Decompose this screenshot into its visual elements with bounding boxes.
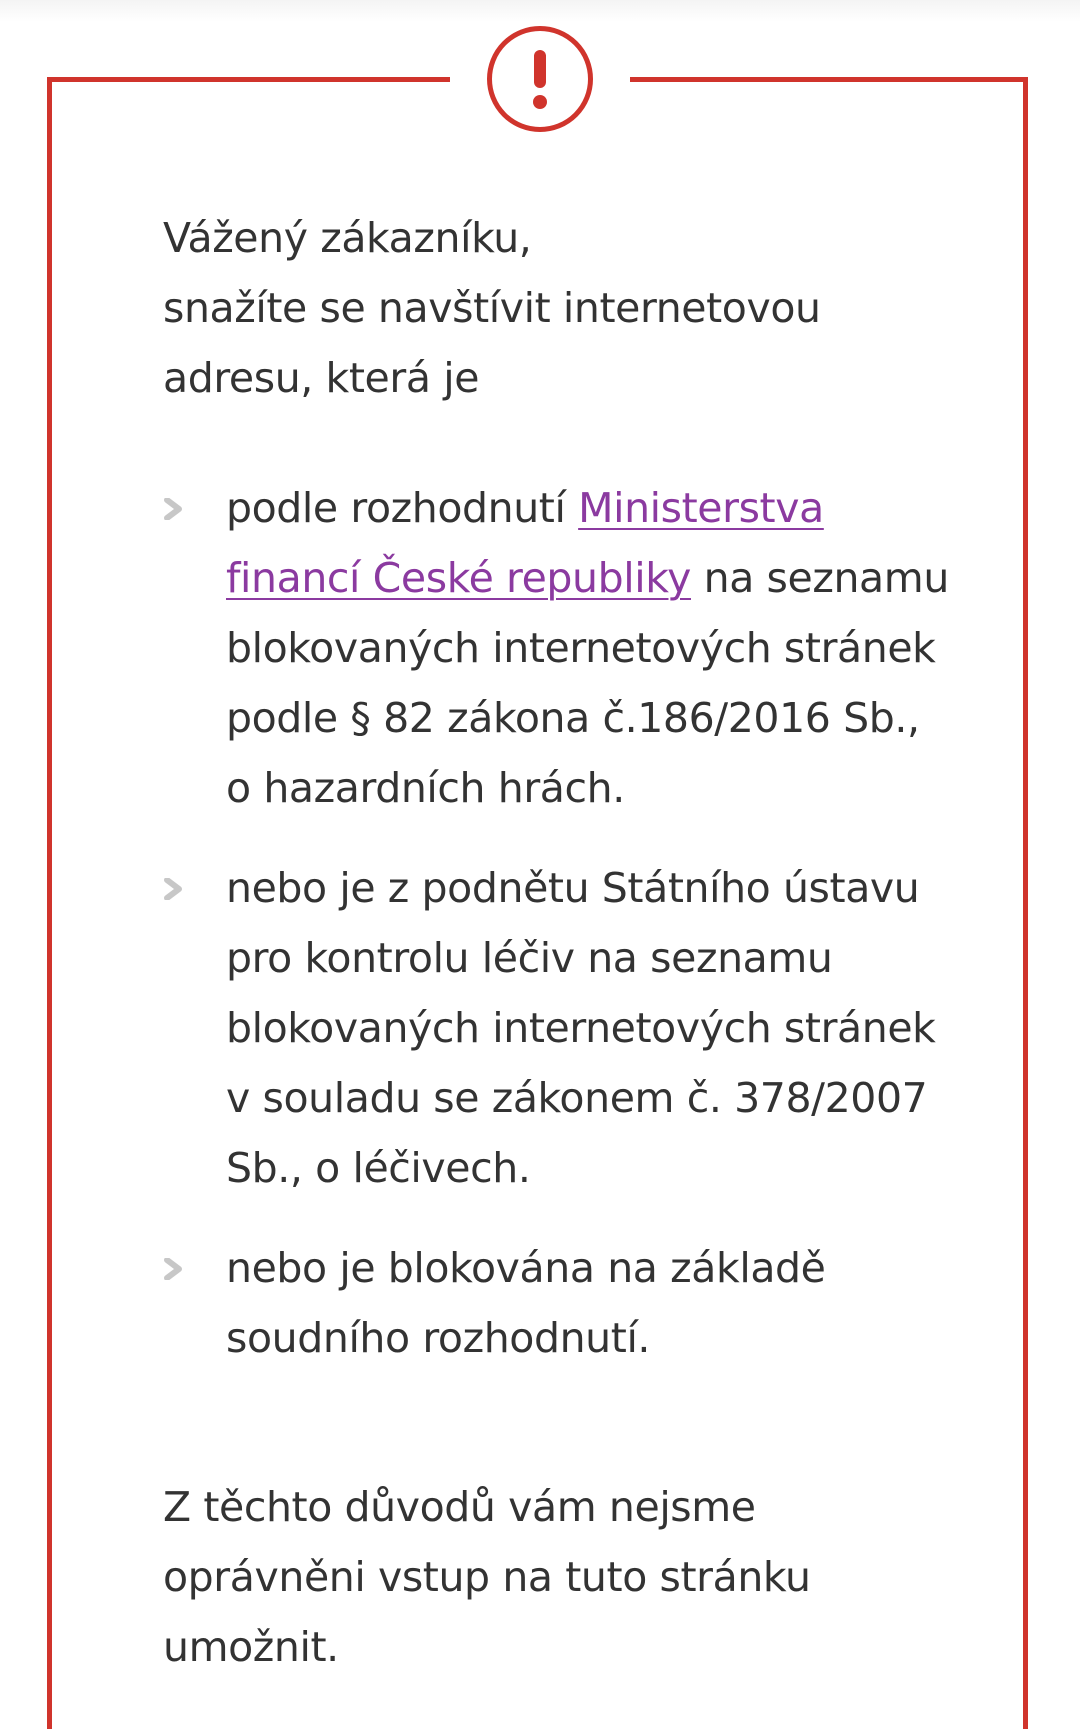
exclamation-circle-icon bbox=[487, 26, 593, 132]
list-item-line: Sb., o léčivech. bbox=[226, 1144, 531, 1192]
list-item-line: pro kontrolu léčiv na seznamu bbox=[226, 934, 833, 982]
list-item-line bbox=[226, 473, 923, 543]
closing-paragraph bbox=[163, 1472, 811, 1682]
list-item-line-suffix: na seznamu bbox=[690, 554, 949, 602]
closing-line: Z těchto důvodů vám nejsme bbox=[163, 1483, 756, 1531]
list-item-text bbox=[226, 473, 949, 823]
chevron-right-icon bbox=[163, 878, 185, 900]
ministry-of-finance-link-continued[interactable]: financí České republiky bbox=[226, 554, 691, 602]
closing-line: oprávněni vstup na tuto stránku bbox=[163, 1553, 811, 1601]
list-item-line bbox=[226, 543, 949, 613]
blocking-reasons-list bbox=[163, 473, 949, 1373]
list-item-line: nebo je blokována na základě bbox=[226, 1244, 826, 1292]
exclamation-dot bbox=[533, 95, 547, 109]
list-item-line: o hazardních hrách. bbox=[226, 764, 625, 812]
list-item-line: soudního rozhodnutí. bbox=[226, 1314, 651, 1362]
browser-top-strip bbox=[0, 0, 1080, 22]
list-item-line: blokovaných internetových stránek bbox=[226, 624, 936, 672]
exclamation-bar bbox=[534, 50, 546, 88]
list-item-line: v souladu se zákonem č. 378/2007 bbox=[226, 1074, 928, 1122]
list-item-drug-control bbox=[163, 853, 936, 1203]
list-item-text bbox=[226, 853, 936, 1203]
ministry-of-finance-link[interactable]: Ministerstva bbox=[578, 484, 824, 532]
list-item-text bbox=[226, 1233, 923, 1373]
chevron-right-icon bbox=[163, 1258, 185, 1280]
list-item-line-prefix: podle rozhodnutí bbox=[226, 484, 579, 532]
closing-line: umožnit. bbox=[163, 1623, 339, 1671]
list-item-line: podle § 82 zákona č.186/2016 Sb., bbox=[226, 694, 920, 742]
list-item-finance-ministry bbox=[163, 473, 949, 823]
greeting-line: adresu, která je bbox=[163, 354, 480, 402]
list-item-court-decision bbox=[163, 1233, 923, 1373]
list-item-line: blokovaných internetových stránek bbox=[226, 1004, 936, 1052]
greeting-paragraph bbox=[163, 203, 821, 413]
greeting-line: snažíte se navštívit internetovou bbox=[163, 284, 821, 332]
greeting-line: Vážený zákazníku, bbox=[163, 214, 532, 262]
list-item-line: nebo je z podnětu Státního ústavu bbox=[226, 864, 920, 912]
chevron-right-icon bbox=[163, 498, 185, 520]
